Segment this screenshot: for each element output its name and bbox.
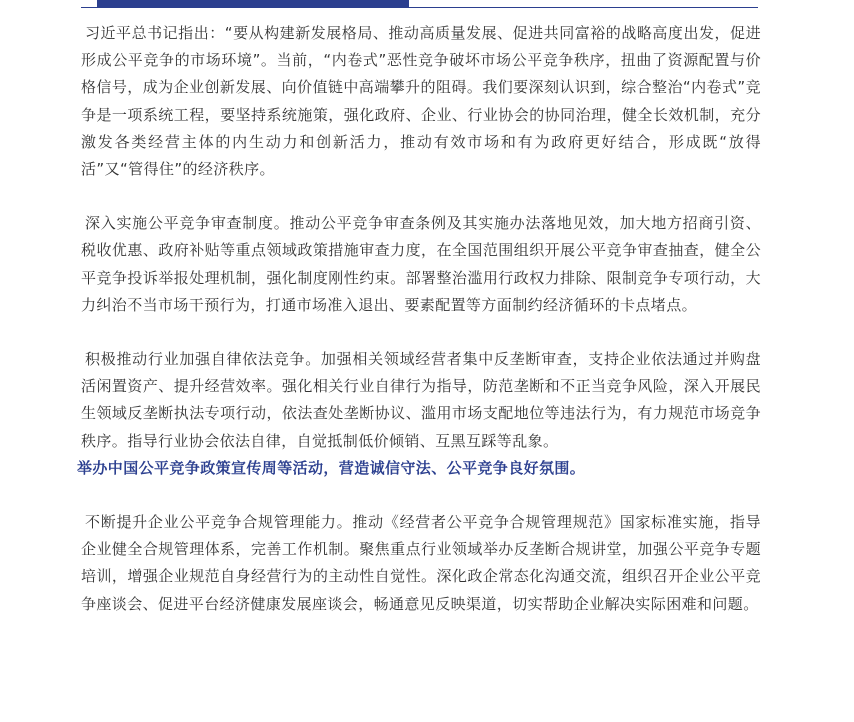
paragraph-4-text: 不断提升企业公平竞争合规管理能力。推动《经营者公平竞争合规管理规范》国家标准实施，指导企业健全合规管理体系，完善工作机制。聚焦重点行业领域举办反垄断合规讲堂，加强公平竞争专题培训，增强企业规范自身经营行为的主动性自觉性。深化政企常态化沟通交流，组织召开企业公平竞争座谈会、促进平台经济健康发展座谈会，畅通意见反映渠道，切实帮助企业解决实际困难和问题。 (81, 513, 761, 613)
paragraph-1-text: 习近平总书记指出：“要从构建新发展格局、推动高质量发展、促进共同富裕的战略高度出发，促进形成公平竞争的市场环境”。当前，“内卷式”恶性竞争破坏市场公平竞争秩序，扭曲了资源配置与价格信号，成为企业创新发展、向价值链中高端攀升的阻碍。我们要深刻认识到，综合整治“内卷式”竞争是一项系统工程，要坚持系统施策，强化政府、企业、行业协会的协同治理，健全长效机制，充分激发各类经营主体的内生动力和创新活力，推动有效市场和有为政府更好结合，形成既“放得活”又“管得住”的经济秩序。 (81, 24, 761, 179)
paragraph-4 (81, 509, 761, 618)
paragraph-3-highlight: 举办中国公平竞争政策宣传周等活动，营造诚信守法、公平竞争良好氛围。 (77, 458, 586, 477)
article-body (77, 20, 761, 618)
paragraph-3-text: 积极推动行业加强自律依法竞争。加强相关领域经营者集中反垄断审查，支持企业依法通过并购盘活闲置资产、提升经营效率。强化相关行业自律行为指导，防范垄断和不正当竞争风险，深入开展民生领域反垄断执法专项行动，依法查处垄断协议、滥用市场支配地位等违法行为，有力规范市场竞争秩序。指导行业协会依法自律，自觉抵制低价倾销、互黑互踩等乱象。 (81, 350, 761, 450)
header-accent-bar (97, 0, 409, 7)
paragraph-2-text: 深入实施公平竞争审查制度。推动公平竞争审查条例及其实施办法落地见效，加大地方招商引资、税收优惠、政府补贴等重点领域政策措施审查力度，在全国范围组织开展公平竞争审查抽查，健全公平竞争投诉举报处理机制，强化制度刚性约束。部署整治滥用行政权力排除、限制竞争专项行动，大力纠治不当市场干预行为，打通市场准入退出、要素配置等方面制约经济循环的卡点堵点。 (81, 214, 761, 314)
paragraph-1 (81, 20, 761, 183)
paragraph-2 (81, 210, 761, 319)
paragraph-3 (77, 346, 761, 482)
